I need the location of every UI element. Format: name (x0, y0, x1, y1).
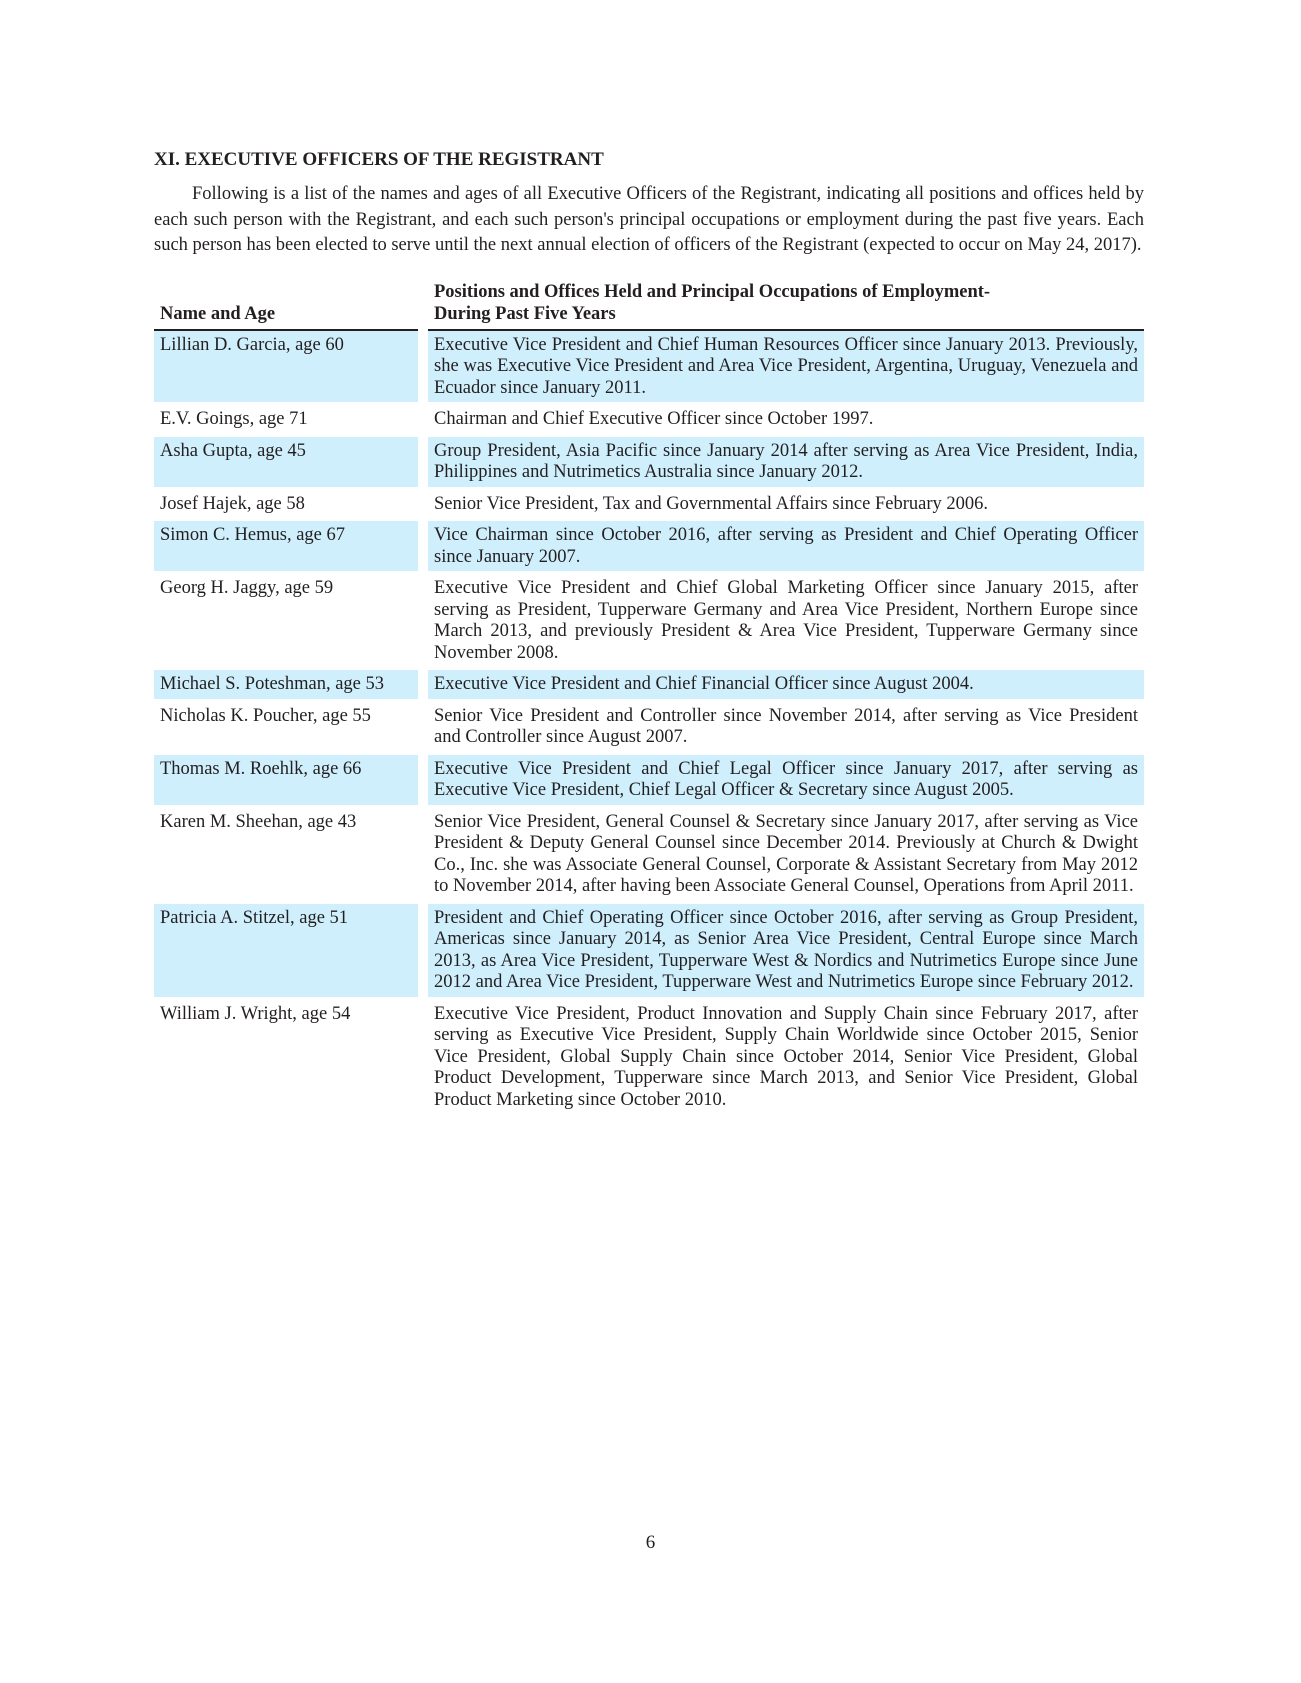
row-gap (418, 331, 428, 403)
header-gap (418, 281, 428, 331)
row-gap (418, 521, 428, 571)
row-gap (418, 1000, 428, 1115)
officer-positions: Senior Vice President, General Counsel & Secretary since January 2017, after serving as Vice President & Deputy General Counsel since December 2014. Previously at Church & Dwight Co., Inc. she was Associate General Counsel, Corporate & Assistant Secretary from May 2012 to November 2014, after having been Associate General Counsel, Operations from April 2011. (434, 811, 1138, 896)
header-positions (428, 281, 1144, 331)
table-body (154, 331, 1144, 1118)
table-row (154, 755, 1144, 805)
officer-name-age: Asha Gupta, age 45 (154, 437, 418, 487)
officer-name-age: Georg H. Jaggy, age 59 (160, 578, 334, 598)
officer-name-age: Michael S. Poteshman, age 53 (154, 670, 418, 699)
section-title: XI. EXECUTIVE OFFICERS OF THE REGISTRANT (154, 149, 604, 170)
officer-name-age: Patricia A. Stitzel, age 51 (154, 904, 418, 997)
document-page (154, 148, 1144, 1117)
header-name-and-age: Name and Age (154, 281, 418, 331)
officer-name-age: Nicholas K. Poucher, age 55 (160, 705, 371, 726)
table-row (154, 331, 1144, 403)
officer-name-age: Simon C. Hemus, age 67 (154, 521, 418, 571)
officer-positions: Chairman and Chief Executive Officer since October 1997. (434, 409, 874, 429)
officer-positions: Executive Vice President and Chief Global Marketing Officer since January 2015, after serving as President, Tupperware Germany and Area Vice President, Northern Europe since March 2013, and previously President & Area Vice President, Tupperware Germany since November 2008. (434, 578, 1138, 663)
table-row (154, 904, 1144, 997)
table-header-row (154, 281, 1144, 331)
intro-paragraph: Following is a list of the names and ages of all Executive Officers of the Registrant, indicating all positions and offices held by each such person with the Registrant, and each such person's principal occupations or employment during the past five years. Each such person has been elected to serve until the next annual election of officers of the Registrant (expected to occur on May 24, 2017). (154, 184, 1144, 255)
row-gap (418, 490, 428, 519)
row-spacer (154, 1114, 1144, 1117)
officer-positions: Group President, Asia Pacific since January 2014 after serving as Area Vice President, India, Philippines and Nutrimetics Australia since January 2012. (428, 437, 1144, 487)
row-spacer-cell (154, 1114, 1144, 1117)
table-row (154, 670, 1144, 699)
table-row (154, 808, 1144, 901)
table-row (154, 521, 1144, 571)
officer-name-age: Lillian D. Garcia, age 60 (154, 331, 418, 403)
officer-positions: Senior Vice President, Tax and Governmental Affairs since February 2006. (434, 493, 989, 514)
officer-positions: President and Chief Operating Officer since October 2016, after serving as Group President, Americas since January 2014, as Senior Area Vice President, Central Europe since March 2013, as Area Vice President, Tupperware West & Nordics and Nutrimetics Europe since June 2012 and Area Vice President, Tupperware West and Nutrimetics Europe since February 2012. (428, 904, 1144, 997)
officer-name-age: Josef Hajek, age 58 (160, 493, 305, 514)
table-row (154, 574, 1144, 667)
officer-name-age: E.V. Goings, age 71 (160, 409, 308, 429)
table-row (154, 702, 1144, 752)
row-gap (418, 437, 428, 487)
row-gap (418, 702, 428, 752)
officer-positions: Executive Vice President and Chief Human Resources Officer since January 2013. Previously, she was Executive Vice President and Area Vice President, Argentina, Uruguay, Venezuela and Ecuador since January 2011. (428, 331, 1144, 403)
row-gap (418, 405, 428, 434)
officer-name-age: Karen M. Sheehan, age 43 (160, 811, 357, 832)
table-row (154, 437, 1144, 487)
row-gap (418, 904, 428, 997)
table-row (154, 490, 1144, 519)
executive-officers-table (154, 281, 1144, 1118)
officer-positions: Senior Vice President and Controller since November 2014, after serving as Vice President and Controller since August 2007. (434, 705, 1138, 747)
officer-name-age: Thomas M. Roehlk, age 66 (154, 755, 418, 805)
row-gap (418, 755, 428, 805)
header-positions-line1: Positions and Offices Held and Principal Occupations of Employment- (434, 281, 991, 302)
officer-positions: Executive Vice President, Product Innovation and Supply Chain since February 2017, after serving as Executive Vice President, Supply Chain Worldwide since October 2015, Senior Vice President, Global Supply Chain since October 2014, Senior Vice President, Global Product Development, Tupperware since March 2013, and Senior Vice President, Global Product Marketing since October 2010. (434, 1003, 1138, 1110)
row-gap (418, 808, 428, 901)
header-positions-line2: During Past Five Years (434, 303, 616, 324)
page-number: 6 (645, 1532, 656, 1553)
table-row (154, 405, 1144, 434)
row-gap (418, 574, 428, 667)
officer-positions: Executive Vice President and Chief Financial Officer since August 2004. (428, 670, 1144, 699)
row-gap (418, 670, 428, 699)
officer-name-age: William J. Wright, age 54 (160, 1003, 351, 1024)
officer-positions: Vice Chairman since October 2016, after serving as President and Chief Operating Officer since January 2007. (428, 521, 1144, 571)
officer-positions: Executive Vice President and Chief Legal Officer since January 2017, after serving as Executive Vice President, Chief Legal Officer & Secretary since August 2005. (428, 755, 1144, 805)
table-row (154, 1000, 1144, 1115)
